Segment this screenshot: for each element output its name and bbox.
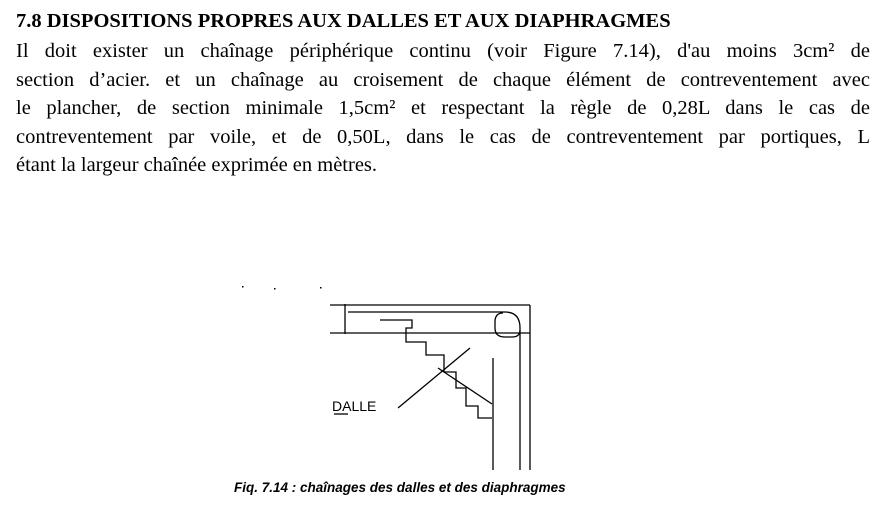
section-heading: 7.8 DISPOSITIONS PROPRES AUX DALLES ET AUX DIAPHRAGMES xyxy=(16,10,671,32)
scan-mark xyxy=(274,288,276,290)
scan-mark xyxy=(242,286,244,288)
diagonal-bar xyxy=(438,368,492,404)
paragraph-line: Il doit exister un chaînage périphérique continu (voir Figure 7.14), d'au moins 3cm² de xyxy=(16,40,870,62)
paragraph-line: étant la largeur chaînée exprimée en mètres. xyxy=(16,154,378,176)
section-paragraph xyxy=(16,37,870,180)
paragraph-line: contreventement par voile, et de 0,50L, dans le cas de contreventement par portiques, L xyxy=(16,125,870,148)
scan-mark xyxy=(320,287,322,289)
diagram-svg xyxy=(230,280,570,475)
figure-caption: Fiq. 7.14 : chaînages des dalles et des diaphragmes xyxy=(234,480,566,495)
diagonal-bar xyxy=(398,348,470,408)
dalle-label: DALLE xyxy=(332,398,377,414)
break-line xyxy=(380,320,492,418)
figure-slab-chaining-diagram xyxy=(230,280,570,475)
paragraph-line: section d’acier. et un chaînage au croisement de chaque élément de contreventement avec xyxy=(16,68,870,91)
paragraph-line: le plancher, de section minimale 1,5cm² et respectant la règle de 0,28L dans le cas de xyxy=(16,97,870,119)
